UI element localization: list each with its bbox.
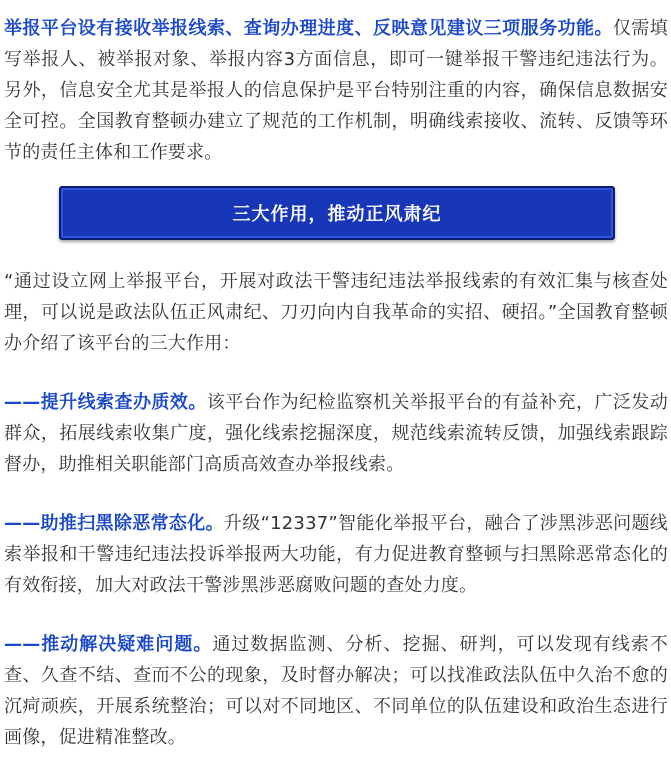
- role-lead-3: ——推动解决疑难问题。: [4, 634, 213, 655]
- role-body-2: 升级“12337”智能化举报平台，融合了涉黑涉恶问题线索举报和干警违纪违法投诉举报两大功能，有力促进教育整顿与扫黑除恶常态化的有效衔接，加大对政法干警涉黑涉恶腐败问题的查处力度。: [4, 513, 668, 596]
- role-paragraph-1: [4, 387, 668, 480]
- article-body: [4, 0, 668, 753]
- role-lead-2: ——助推扫黑除恶常态化。: [4, 513, 224, 534]
- intro-paragraph: [4, 0, 668, 168]
- role-lead-1: ——提升线索查办质效。: [4, 392, 207, 413]
- role-paragraph-2: [4, 508, 668, 601]
- section-banner-title: 三大作用，推动正风肃纪: [232, 204, 442, 225]
- section-banner-inner: [61, 188, 613, 238]
- intro-body: 仅需填写举报人、被举报对象、举报内容3方面信息，即可一键举报干警违纪违法行为。另外，信息安全尤其是举报人的信息保护是平台特别注重的内容，确保信息数据安全可控。全国教育整顿办建立了规范的工作机制，明确线索接收、流转、反馈等环节的责任主体和工作要求。: [4, 18, 668, 163]
- role-body-1: 该平台作为纪检监察机关举报平台的有益补充，广泛发动群众，拓展线索收集广度，强化线索挖掘深度，规范线索流转反馈，加强线索跟踪督办，助推相关职能部门高质高效查办举报线索。: [4, 392, 669, 475]
- role-paragraph-3: [4, 629, 668, 753]
- quote-paragraph: “通过设立网上举报平台，开展对政法干警违纪违法举报线索的有效汇集与核查处理，可以说是政法队伍正风肃纪、刀刃向内自我革命的实招、硬招。”全国教育整顿办介绍了该平台的三大作用：: [4, 271, 668, 354]
- role-body-3: 通过数据监测、分析、挖掘、研判，可以发现有线索不查、久查不结、查而不公的现象，及时督办解决；可以找准政法队伍中久治不愈的沉疴顽疾，开展系统整治；可以对不同地区、不同单位的队伍建设和政治生态进行画像，促进精准整改。: [4, 634, 668, 748]
- section-banner: [59, 186, 615, 240]
- intro-lead: 举报平台设有接收举报线索、查询办理进度、反映意见建议三项服务功能。: [4, 18, 613, 39]
